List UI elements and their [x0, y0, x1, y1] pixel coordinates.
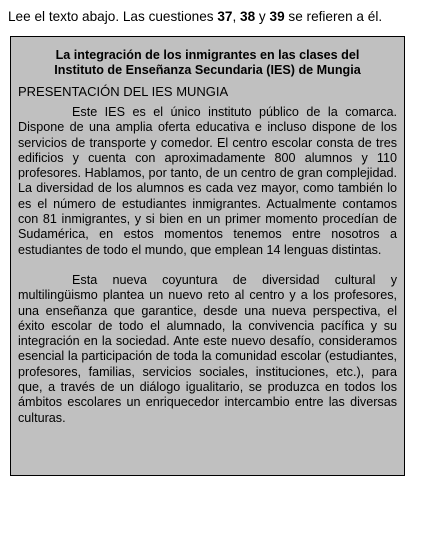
article-title: [18, 48, 397, 78]
article-title-line-1: La integración de los inmigrantes en las clases del: [55, 48, 360, 62]
section-heading: PRESENTACIÓN DEL IES MUNGIA: [18, 84, 229, 99]
paragraph-2: Esta nueva coyuntura de diversidad cultural y multilingüismo plantea un nuevo reto al centro y a los profesores, una enseñanza que garantice, desde una nueva perspectiva, el éxito escolar de todo el alumnado, la convivencia pacífica y su integración en la sociedad. Ante este nuevo desafío, consideramos esencial la participación de toda la comunidad escolar (estudiantes, profesores, familias, servicios sociales, instituciones, etc.), para que, a través de un diálogo igualitario, se produzca en todos los ámbitos escolares un enriquecedor intercambio entre las diversas culturas.: [18, 272, 397, 425]
question-number-39: 39: [269, 9, 285, 24]
instruction-suffix: se refieren a él.: [284, 9, 383, 24]
article-box: [10, 36, 405, 476]
instruction-prefix: Lee el texto abajo. Las cuestiones: [8, 9, 218, 24]
instruction-separator: ,: [232, 9, 241, 24]
article-title-line-2: Instituto de Enseñanza Secundaria (IES) de Mungia: [54, 63, 361, 77]
paragraph-1: Este IES es el único instituto público de la comarca. Dispone de una amplia oferta educativa e incluso dispone de los servicios de transporte y comedor. El centro escolar consta de tres edificios y cuenta con aproximadamente 800 alumnos y 110 profesores. Hablamos, por tanto, de un centro de gran complejidad. La diversidad de los alumnos es cada vez mayor, como también lo es el número de estudiantes inmigrantes. Actualmente contamos con 81 inmigrantes, y si bien en un primer momento procedían de Sudamérica, en estos momentos tenemos entre nosotros a estudiantes de todo el mundo, que emplean 14 lenguas distintas.: [18, 105, 397, 257]
question-number-37: 37: [217, 9, 233, 24]
question-number-38: 38: [240, 9, 256, 24]
instruction-conjunction: y: [255, 9, 270, 24]
instruction-line: [8, 8, 428, 26]
